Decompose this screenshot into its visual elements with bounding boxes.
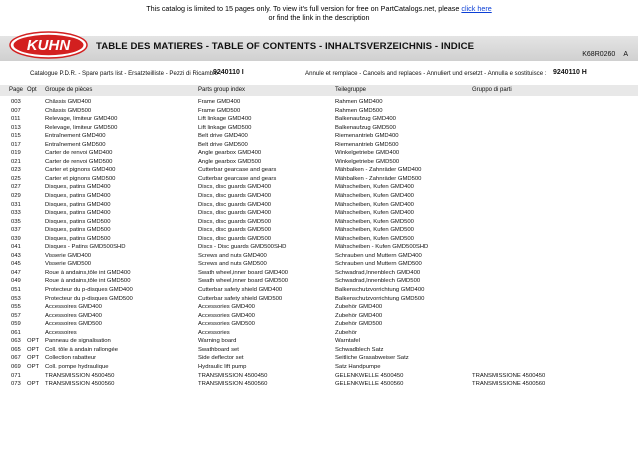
- page-number: 067: [11, 355, 21, 362]
- group-de: Balkenschutzvorrichtung GMD500: [335, 295, 425, 302]
- group-en: Hydraulic lift pump: [198, 363, 247, 370]
- group-fr: Collection rabatteur: [45, 355, 97, 362]
- group-fr: Disques, patins GMD500: [45, 218, 111, 225]
- group-de: Mähscheiben, Kufen GMD400: [335, 210, 414, 217]
- group-en: Swath wheel,inner board GMD400: [198, 269, 289, 276]
- table-row[interactable]: [0, 295, 638, 304]
- group-fr: Châssis GMD400: [45, 99, 92, 105]
- col-parts-index: Parts group index: [198, 87, 246, 93]
- group-de: Riemenantrieb GMD400: [335, 133, 399, 140]
- table-row[interactable]: [0, 218, 638, 227]
- group-de: Balkenschutzvorrichtung GMD400: [335, 287, 425, 294]
- page-number: 069: [11, 363, 21, 370]
- page-number: 023: [11, 167, 21, 174]
- col-groupe: Groupe de pièces: [45, 87, 93, 93]
- table-row[interactable]: [0, 226, 638, 235]
- page-number: 055: [11, 304, 21, 311]
- group-de: Winkelgetriebe GMD400: [335, 150, 400, 157]
- group-en: Angle gearbox GMD500: [198, 158, 262, 165]
- group-fr: Carter de renvoi GMD400: [45, 150, 113, 157]
- table-row[interactable]: [0, 329, 638, 338]
- group-de: Mähbalken - Zahnräder GMD400: [335, 167, 422, 174]
- table-row[interactable]: [0, 149, 638, 158]
- group-en: Discs, disc guards GMD500: [198, 235, 272, 242]
- page-number: 017: [11, 141, 21, 148]
- page-number: 049: [11, 278, 21, 285]
- group-en: Swath wheel,inner board GMD500: [198, 278, 289, 285]
- group-fr: Relevage, limiteur GMD500: [45, 124, 118, 131]
- group-en: Cutterbar safety shield GMD400: [198, 287, 283, 294]
- group-fr: Roue à andains,tôle int GMD500: [45, 278, 131, 285]
- page-number: 029: [11, 193, 21, 200]
- group-en: Lift linkage GMD400: [198, 116, 252, 123]
- group-fr: Accessoires GMD400: [45, 312, 102, 319]
- group-en: Screws and nuts GMD400: [198, 252, 267, 259]
- group-fr: Carter et pignons GMD500: [45, 175, 116, 182]
- table-row[interactable]: [0, 158, 638, 167]
- group-fr: Carter de renvoi GMD500: [45, 158, 113, 165]
- group-de: Mähscheiben, Kufen GMD500: [335, 235, 414, 242]
- group-en: Discs, disc guards GMD500: [198, 218, 272, 225]
- group-de: Balkenaufzug GMD500: [335, 124, 396, 131]
- group-de: Mähscheiben, Kufen GMD400: [335, 201, 414, 208]
- page-number: 037: [11, 227, 21, 234]
- doc-edition: A: [623, 51, 628, 58]
- notice-subtext: or find the link in the description: [268, 13, 370, 22]
- group-fr: Disques, patins GMD400: [45, 184, 111, 191]
- page-number: 071: [11, 372, 21, 379]
- group-fr: Accessoires GMD500: [45, 321, 102, 328]
- group-en: Cutterbar safety shield GMD500: [198, 295, 283, 302]
- page-number: 035: [11, 218, 21, 225]
- group-fr: Disques, patins GMD400: [45, 201, 111, 208]
- group-en: Discs, disc guards GMD400: [198, 193, 272, 200]
- col-gruppo: Gruppo di parti: [472, 87, 512, 93]
- col-teilegruppe: Teilegruppe: [335, 87, 367, 93]
- group-de: Riemenantrieb GMD500: [335, 141, 399, 148]
- page-number: 065: [11, 346, 21, 353]
- group-de: Mähbalken - Zahnräder GMD500: [335, 175, 422, 182]
- page-number: 027: [11, 184, 21, 191]
- page-number: 045: [11, 261, 21, 268]
- group-fr: Disques, patins GMD400: [45, 193, 111, 200]
- group-it: TRANSMISSIONE 4500450: [472, 372, 546, 379]
- table-row[interactable]: [0, 115, 638, 124]
- page-number: 021: [11, 158, 21, 165]
- logo-text: KUHN: [26, 37, 71, 54]
- group-en: Cutterbar gearcase and gears: [198, 167, 277, 174]
- group-en: Discs, disc guards GMD400: [198, 184, 272, 191]
- table-row[interactable]: [0, 235, 638, 244]
- group-en: Accessories GMD500: [198, 321, 255, 328]
- page-number: 033: [11, 210, 21, 217]
- table-row[interactable]: [0, 372, 638, 381]
- limit-notice: [0, 4, 638, 22]
- group-en: Cutterbar gearcase and gears: [198, 175, 277, 182]
- group-en: Discs, disc guards GMD400: [198, 210, 272, 217]
- col-page: Page: [9, 87, 24, 93]
- group-de: Schwadrad,Innenblech GMD500: [335, 278, 421, 285]
- group-en: Screws and nuts GMD500: [198, 261, 267, 268]
- group-en: Frame GMD400: [198, 99, 241, 105]
- notice-text: This catalog is limited to 15 pages only. To view it's full version for free on PartCatalogs.net, please: [146, 4, 462, 13]
- catalog-number: 9240110 I: [213, 69, 244, 76]
- group-fr: Disques, patins GMD400: [45, 210, 111, 217]
- table-row[interactable]: [0, 107, 638, 116]
- group-fr: Protecteur du p-disques GMD500: [45, 295, 133, 302]
- page-number: 041: [11, 244, 21, 251]
- table-row[interactable]: [0, 175, 638, 184]
- group-en: Discs, disc guards GMD500: [198, 227, 272, 234]
- page-number: 011: [11, 116, 21, 123]
- group-en: TRANSMISSION 4500450: [198, 372, 268, 379]
- catalog-line: [0, 70, 638, 80]
- group-de: Rahmen GMD400: [335, 99, 383, 105]
- page-number: 059: [11, 321, 21, 328]
- group-en: Warning board: [198, 338, 237, 345]
- table-row[interactable]: [0, 312, 638, 321]
- group-fr: Carter et pignons GMD400: [45, 167, 116, 174]
- table-row[interactable]: [0, 363, 638, 372]
- group-de: Rahmen GMD500: [335, 107, 383, 114]
- table-row[interactable]: [0, 183, 638, 192]
- group-de: Zubehör GMD400: [335, 312, 383, 319]
- kuhn-logo: [9, 31, 88, 59]
- page-number: 051: [11, 287, 21, 294]
- page-number: 057: [11, 312, 21, 319]
- group-de: Zubehör GMD400: [335, 304, 383, 311]
- option-flag: OPT: [27, 363, 40, 370]
- table-row[interactable]: [0, 141, 638, 150]
- toc-table: [0, 98, 638, 389]
- replace-number: 9240110 H: [553, 69, 587, 76]
- table-row[interactable]: [0, 269, 638, 278]
- replace-label: Annule et remplace - Cancels and replaces - Annuliert und ersetzt - Annulla e sostituisce :: [305, 70, 547, 77]
- group-de: Mähscheiben, Kufen GMD400: [335, 193, 414, 200]
- group-de: Satz Handpumpe: [335, 363, 381, 370]
- doc-code: K68R0260: [582, 51, 616, 58]
- table-row[interactable]: [0, 337, 638, 346]
- table-row[interactable]: [0, 243, 638, 252]
- col-opt: Opt: [27, 87, 37, 93]
- option-flag: OPT: [27, 355, 40, 362]
- table-row[interactable]: [0, 98, 638, 107]
- group-fr: TRANSMISSION 4500450: [45, 372, 115, 379]
- page-number: 039: [11, 235, 21, 242]
- group-fr: Coll. pompe hydraulique: [45, 363, 109, 370]
- group-de: Winkelgetriebe GMD500: [335, 158, 400, 165]
- group-fr: Accessoires GMD400: [45, 304, 102, 311]
- group-de: Warntafel: [335, 338, 360, 345]
- group-en: Accessories: [198, 329, 230, 336]
- group-fr: Visserie GMD400: [45, 252, 92, 259]
- group-fr: Disques - Patins GMD500SHD: [45, 244, 126, 251]
- table-row[interactable]: [0, 166, 638, 175]
- table-row[interactable]: [0, 320, 638, 329]
- table-row[interactable]: [0, 132, 638, 141]
- group-de: Schwadrad,Innenblech GMD400: [335, 269, 421, 276]
- page-number: 007: [11, 107, 21, 114]
- table-row[interactable]: [0, 346, 638, 355]
- group-en: Lift linkage GMD500: [198, 124, 252, 131]
- table-row[interactable]: [0, 303, 638, 312]
- table-row[interactable]: [0, 260, 638, 269]
- group-fr: Coll. tôle à andain rallongée: [45, 346, 119, 353]
- group-fr: Panneau de signalisation: [45, 338, 111, 345]
- column-header-row: [0, 85, 638, 96]
- doc-reference: [574, 51, 628, 58]
- group-de: Balkenaufzug GMD400: [335, 116, 396, 123]
- page-number: 063: [11, 338, 21, 345]
- group-en: Discs, disc guards GMD400: [198, 201, 272, 208]
- group-de: Zubehör: [335, 329, 357, 336]
- table-row[interactable]: [0, 277, 638, 286]
- group-fr: Visserie GMD500: [45, 261, 92, 268]
- table-row[interactable]: [0, 252, 638, 261]
- catalog-label: Catalogue P.D.R. - Spare parts list - Ersatzteilliste - Pezzi di Ricambio :: [30, 70, 222, 77]
- page-number: 073: [11, 381, 21, 388]
- option-flag: OPT: [27, 346, 40, 353]
- group-de: Mähscheiben - Kufen GMD500SHD: [335, 244, 429, 251]
- group-fr: Relevage, limiteur GMD400: [45, 116, 118, 123]
- page-number: 013: [11, 124, 21, 131]
- group-de: Schwadblech Satz: [335, 346, 384, 353]
- group-fr: Châssis GMD500: [45, 107, 92, 114]
- group-fr: Roue à andains,tôle int GMD400: [45, 269, 131, 276]
- table-row[interactable]: [0, 201, 638, 210]
- table-row[interactable]: [0, 192, 638, 201]
- group-de: Schrauben und Muttern GMD400: [335, 252, 422, 259]
- group-en: Accessories GMD400: [198, 312, 255, 319]
- group-en: Belt drive GMD400: [198, 133, 248, 140]
- group-fr: Entraînement GMD500: [45, 141, 106, 148]
- option-flag: OPT: [27, 381, 40, 388]
- page-title: TABLE DES MATIERES - TABLE OF CONTENTS - INHALTSVERZEICHNIS - INDICE: [96, 41, 475, 52]
- page-number: 015: [11, 133, 21, 140]
- page-number: 025: [11, 175, 21, 182]
- group-en: Side deflector set: [198, 355, 244, 362]
- group-en: Angle gearbox GMD400: [198, 150, 262, 157]
- group-en: Swathboard set: [198, 346, 239, 353]
- page-number: 061: [11, 329, 21, 336]
- table-row[interactable]: [0, 286, 638, 295]
- group-de: Mähscheiben, Kufen GMD400: [335, 184, 414, 191]
- page-number: 053: [11, 295, 21, 302]
- page-number: 043: [11, 252, 21, 259]
- group-fr: TRANSMISSION 4500560: [45, 381, 115, 388]
- table-row[interactable]: [0, 124, 638, 133]
- page-number: 003: [11, 99, 21, 105]
- group-de: GELENKWELLE 4500560: [335, 381, 404, 388]
- page-number: 047: [11, 269, 21, 276]
- group-fr: Disques, patins GMD500: [45, 235, 111, 242]
- group-fr: Entraînement GMD400: [45, 133, 106, 140]
- click-here-link[interactable]: click here: [461, 4, 492, 13]
- group-fr: Accessoires: [45, 329, 77, 336]
- page-number: 019: [11, 150, 21, 157]
- page-number: 031: [11, 201, 21, 208]
- group-it: TRANSMISSIONE 4500560: [472, 381, 546, 388]
- group-de: Mähscheiben, Kufen GMD500: [335, 218, 414, 225]
- option-flag: OPT: [27, 338, 40, 345]
- group-de: Zubehör GMD500: [335, 321, 383, 328]
- group-de: Seitliche Grasabweiser Satz: [335, 355, 409, 362]
- group-en: Frame GMD500: [198, 107, 241, 114]
- table-row[interactable]: [0, 209, 638, 218]
- group-en: Accessories GMD400: [198, 304, 255, 311]
- group-de: Mähscheiben, Kufen GMD500: [335, 227, 414, 234]
- group-en: Belt drive GMD500: [198, 141, 248, 148]
- table-row[interactable]: [0, 380, 638, 389]
- group-de: GELENKWELLE 4500450: [335, 372, 404, 379]
- group-en: Discs - Disc guards GMD500SHD: [198, 244, 287, 251]
- table-row[interactable]: [0, 354, 638, 363]
- group-fr: Disques, patins GMD500: [45, 227, 111, 234]
- group-fr: Protecteur du p-disques GMD400: [45, 287, 133, 294]
- group-en: TRANSMISSION 4500560: [198, 381, 268, 388]
- group-de: Schrauben und Muttern GMD500: [335, 261, 422, 268]
